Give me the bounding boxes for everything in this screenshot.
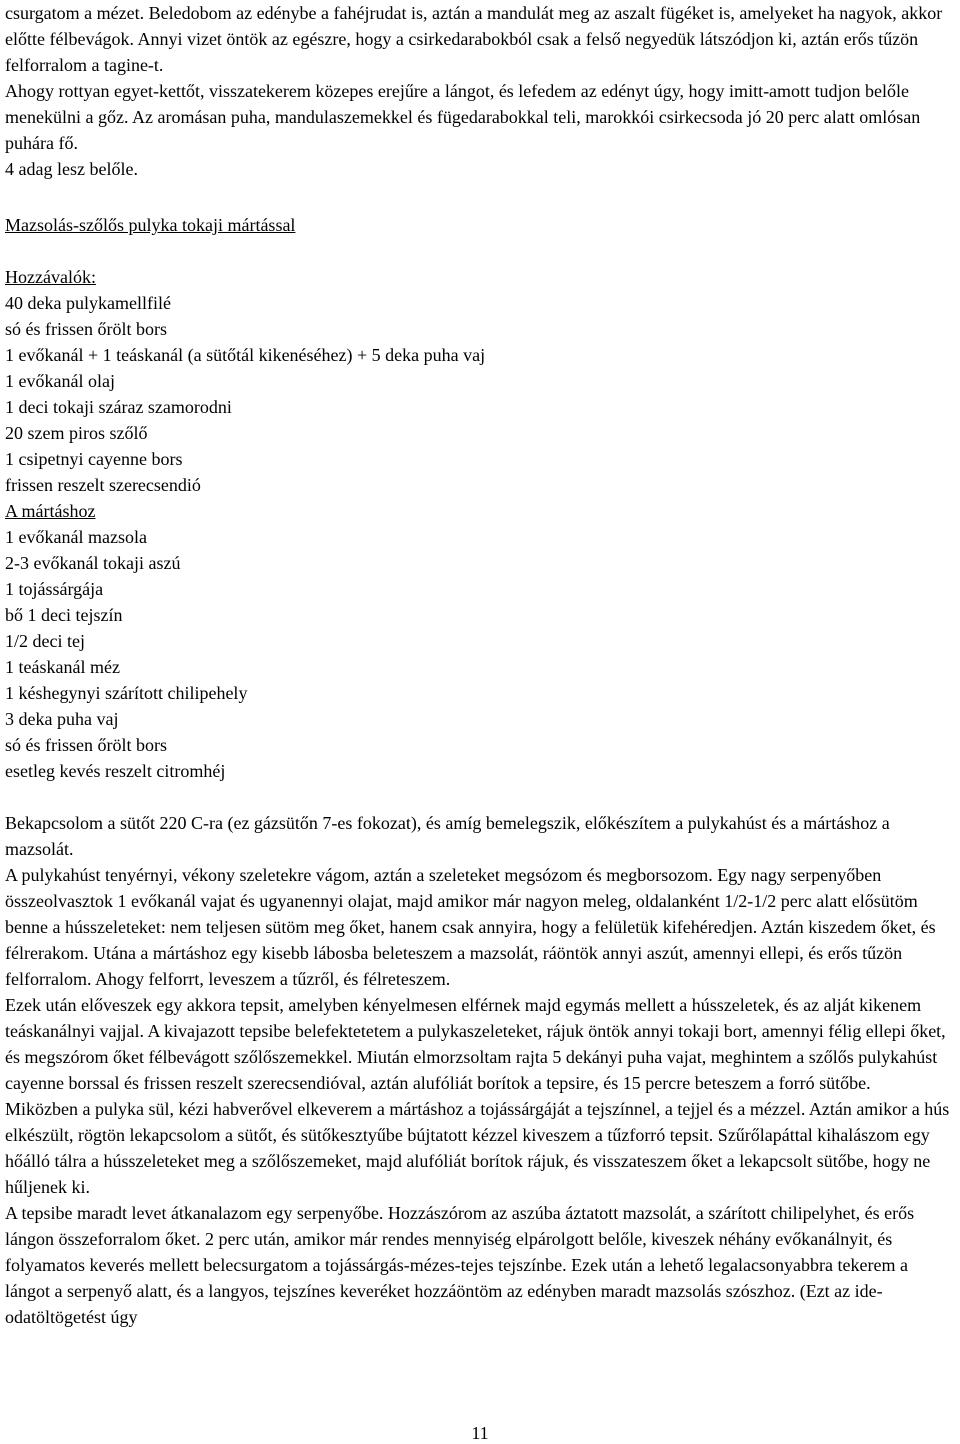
sauce-ingredient-item: 1 evőkanál mazsola bbox=[5, 527, 147, 547]
ingredient-item: 20 szem piros szőlő bbox=[5, 423, 148, 443]
intro-paragraph-3: 4 adag lesz belőle. bbox=[5, 159, 138, 179]
ingredient-item: frissen reszelt szerecsendió bbox=[5, 475, 201, 495]
ingredient-list bbox=[5, 290, 955, 498]
ingredient-item: 40 deka pulykamellfilé bbox=[5, 293, 171, 313]
ingredient-item: 1 evőkanál olaj bbox=[5, 371, 115, 391]
sauce-ingredient-item: 3 deka puha vaj bbox=[5, 709, 119, 729]
sauce-ingredient-list bbox=[5, 524, 955, 784]
method-paragraph-4: Miközben a pulyka sül, kézi habverővel elkeverem a mártáshoz a tojássárgáját a tejszínnel, a tejjel és a mézzel. Aztán amikor a hús elkészült, rögtön lekapcsolom a sütőt, és sütőkesztyűbe bújtatott kézzel kiveszem a tűzforró tepsit. Szűrőlapáttal kihalászom egy hőálló tálra a hússzeleteket meg a szőlőszemeket, majd alufóliát borítok rájuk, és visszateszem őket a lekapcsolt sütőbe, hogy ne hűljenek ki. bbox=[5, 1099, 950, 1197]
sauce-ingredient-item: 1/2 deci tej bbox=[5, 631, 85, 651]
intro-section bbox=[5, 0, 955, 182]
sauce-ingredient-item: esetleg kevés reszelt citromhéj bbox=[5, 761, 226, 781]
recipe-title: Mazsolás-szőlős pulyka tokaji mártással bbox=[5, 215, 296, 235]
sauce-heading: A mártáshoz bbox=[5, 501, 96, 521]
method-paragraph-2: A pulykahúst tenyérnyi, vékony szeletekre vágom, aztán a szeleteket megsózom és megborsozom. Egy nagy serpenyőben összeolvasztok 1 evőkanál vajat és ugyanennyi olajat, majd amikor már nagyon meleg, oldalanként 1/2-1/2 perc alatt elősütöm benne a hússzeleteket: nem teljesen sütöm meg őket, hanem csak annyira, hogy a felületük kifehéredjen. Aztán kiszedem őket, és félrerakom. Utána a mártáshoz egy kisebb lábosba beleteszem a mazsolát, ráöntök annyi aszút, amennyi ellepi, és erős tűzön felforralom. Ahogy felforrt, leveszem a tűzről, és félreteszem. bbox=[5, 865, 936, 989]
document-page bbox=[5, 0, 955, 1330]
sauce-ingredient-item: só és frissen őrölt bors bbox=[5, 735, 167, 755]
method-paragraph-3: Ezek után előveszek egy akkora tepsit, amelyben kényelmesen elférnek majd egymás mellett a hússzeletek, és az alját kikenem teáskanálnyi vajjal. A kivajazott tepsibe belefektetetem a pulykaszeleteket, rájuk öntök annyi tokaji bort, amennyi félig ellepi őket, és megszórom őket félbevágott szőlőszemekkel. Miután elmorzsoltam rajta 5 dekányi puha vajat, meghintem a szőlős pulykahúst cayenne borssal és frissen reszelt szerecsendióval, aztán alufóliát borítok a tepsire, és 15 percre beteszem a forró sütőbe. bbox=[5, 995, 946, 1093]
sauce-ingredient-item: 1 teáskanál méz bbox=[5, 657, 120, 677]
ingredient-item: 1 csipetnyi cayenne bors bbox=[5, 449, 183, 469]
ingredient-item: 1 deci tokaji száraz szamorodni bbox=[5, 397, 232, 417]
intro-paragraph-1: csurgatom a mézet. Beledobom az edénybe a fahéjrudat is, aztán a mandulát meg az aszalt fügéket is, amelyeket ha nagyok, akkor előtte félbevágok. Annyi vizet öntök az egészre, hogy a csirkedarabokból csak a felső negyedük látszódjon ki, aztán erős tűzön felforralom a tagine-t. bbox=[5, 3, 943, 75]
method-paragraph-1: Bekapcsolom a sütőt 220 C-ra (ez gázsütőn 7-es fokozat), és amíg bemelegszik, előkészítem a pulykahúst és a mártáshoz a mazsolát. bbox=[5, 813, 890, 859]
sauce-ingredient-item: 1 tojássárgája bbox=[5, 579, 104, 599]
page-number: 11 bbox=[471, 1423, 489, 1443]
method-paragraph-5: A tepsibe maradt levet átkanalazom egy serpenyőbe. Hozzászórom az aszúba áztatott mazsolát, a szárított chilipelyhet, és erős lángon összeforralom őket. 2 perc után, amikor már rendes mennyiség elpárolgott belőle, kiveszek néhány evőkanálnyit, és folyamatos keverés mellett belecsurgatom a tojássárgás-mézes-tejes tejszínbe. Ezek után a lehető legalacsonyabbra tekerem a lángot a serpenyő alatt, és a langyos, tejszínes keveréket hozzáöntöm az edényben maradt mazsolás szószhoz. (Ezt az ide-odatöltögetést úgy bbox=[5, 1203, 915, 1327]
spacer bbox=[5, 182, 955, 212]
spacer bbox=[5, 238, 955, 264]
sauce-ingredient-item: bő 1 deci tejszín bbox=[5, 605, 123, 625]
spacer bbox=[5, 784, 955, 810]
sauce-ingredient-item: 1 késhegynyi szárított chilipehely bbox=[5, 683, 248, 703]
intro-paragraph-2: Ahogy rottyan egyet-kettőt, visszatekerem közepes erejűre a lángot, és lefedem az edényt úgy, hogy imitt-amott tudjon belőle menekülni a gőz. Az aromásan puha, mandulaszemekkel és fügedarabokkal teli, marokkói csirkecsoda jó 20 perc alatt omlósan puhára fő. bbox=[5, 81, 921, 153]
ingredient-item: 1 evőkanál + 1 teáskanál (a sütőtál kikenéséhez) + 5 deka puha vaj bbox=[5, 345, 486, 365]
ingredients-heading: Hozzávalók: bbox=[5, 267, 96, 287]
sauce-ingredient-item: 2-3 evőkanál tokaji aszú bbox=[5, 553, 181, 573]
ingredient-item: só és frissen őrölt bors bbox=[5, 319, 167, 339]
method-section bbox=[5, 810, 955, 1330]
